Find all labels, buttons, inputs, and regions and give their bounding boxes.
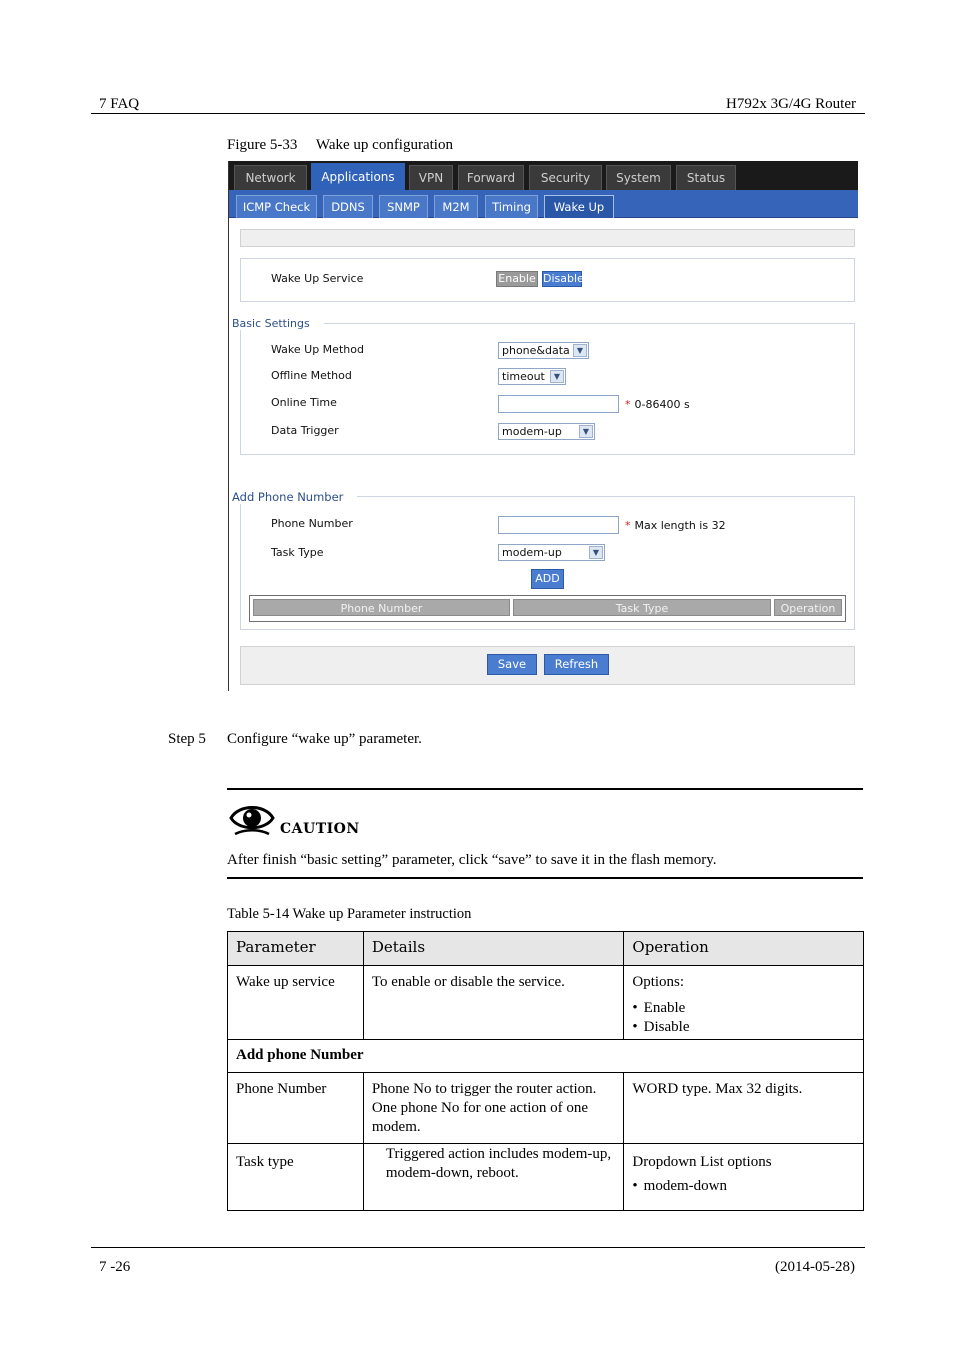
cell-details: Triggered action includes modem-up, modem-down, reboot. [363, 1144, 624, 1211]
required-mark: * [625, 398, 631, 411]
basic-settings-legend: Basic Settings [232, 317, 324, 330]
enable-button[interactable]: Enable [496, 271, 538, 287]
subtab-icmp-check[interactable]: ICMP Check [236, 195, 317, 218]
wake-up-method-label: Wake Up Method [271, 343, 364, 356]
footer-rule [91, 1247, 865, 1248]
table-header-row [228, 932, 864, 966]
data-trigger-value: modem-up [502, 425, 562, 438]
figure-caption: Figure 5-33 Wake up configuration [227, 137, 453, 153]
header-parameter: Parameter [228, 932, 364, 966]
refresh-button[interactable]: Refresh [544, 654, 609, 675]
op-item: • Disable [632, 1018, 855, 1037]
main-nav [229, 161, 858, 190]
parameter-table [227, 931, 864, 1211]
online-time-range: 0-86400 s [634, 398, 690, 411]
header-chapter: 7 FAQ [99, 96, 140, 112]
subtab-ddns[interactable]: DDNS [323, 195, 373, 218]
step-text: Configure “wake up” parameter. [227, 731, 422, 747]
section-row [228, 1040, 864, 1073]
data-trigger-select[interactable] [498, 423, 595, 440]
tab-applications[interactable]: Applications [311, 163, 405, 190]
caution-bottom-rule [227, 877, 863, 879]
cell-operation [624, 1144, 864, 1211]
op-intro: Dropdown List options [632, 1154, 772, 1170]
cell-param: Wake up service [228, 966, 364, 1040]
header-operation: Operation [624, 932, 864, 966]
caution-top-rule [227, 788, 863, 790]
required-mark: * [625, 519, 631, 532]
online-time-hint [625, 398, 690, 411]
task-type-value: modem-up [502, 546, 562, 559]
wake-up-service-label: Wake Up Service [271, 272, 364, 285]
offline-method-value: timeout [502, 370, 545, 383]
op-item: • modem-down [632, 1177, 855, 1196]
data-trigger-label: Data Trigger [271, 424, 339, 437]
cell-details: Phone No to trigger the router action. One phone No for one action of one modem. [363, 1073, 624, 1144]
col-phone-number: Phone Number [253, 599, 510, 616]
phone-table [249, 595, 846, 622]
tab-status[interactable]: Status [676, 165, 736, 190]
tab-network[interactable]: Network [234, 165, 307, 190]
phone-number-hint [625, 519, 726, 532]
chevron-down-icon: ▼ [589, 546, 603, 559]
footer-date: (2014-05-28) [775, 1259, 855, 1275]
op-intro: Options: [632, 974, 685, 990]
cell-operation [624, 966, 864, 1040]
tab-vpn[interactable]: VPN [409, 165, 453, 190]
offline-method-label: Offline Method [271, 369, 352, 382]
caution-text: After finish “basic setting” parameter, click “save” to save it in the flash memory. [227, 852, 717, 868]
subtab-wake-up[interactable]: Wake Up [544, 195, 614, 218]
header-product: H792x 3G/4G Router [726, 96, 856, 112]
disable-button[interactable]: Disable [543, 272, 584, 285]
tab-forward[interactable]: Forward [458, 165, 524, 190]
subtab-timing[interactable]: Timing [485, 195, 538, 218]
phone-number-label: Phone Number [271, 517, 353, 530]
caution-title: CAUTION [280, 821, 360, 837]
table-row [228, 1144, 864, 1211]
offline-method-select[interactable] [498, 368, 566, 385]
add-phone-legend: Add Phone Number [232, 490, 357, 504]
phone-number-input[interactable] [498, 516, 619, 534]
sub-nav [229, 190, 858, 218]
chevron-down-icon: ▼ [550, 370, 564, 383]
header-details: Details [363, 932, 624, 966]
section-title: Add phone Number [228, 1040, 864, 1073]
online-time-label: Online Time [271, 396, 337, 409]
table-row [228, 1073, 864, 1144]
cell-param: Phone Number [228, 1073, 364, 1144]
router-screenshot [228, 161, 858, 691]
subtab-snmp[interactable]: SNMP [379, 195, 428, 218]
wake-up-method-select[interactable] [498, 342, 589, 359]
subtab-m2m[interactable]: M2M [434, 195, 478, 218]
cell-param: Task type [228, 1144, 364, 1211]
page-number: 7 -26 [99, 1259, 131, 1275]
tab-system[interactable]: System [606, 165, 671, 190]
online-time-input[interactable] [498, 395, 619, 413]
task-type-label: Task Type [271, 546, 324, 559]
op-item: • Enable [632, 999, 855, 1018]
phone-number-max: Max length is 32 [634, 519, 726, 532]
title-bar [240, 229, 855, 247]
add-button[interactable]: ADD [531, 569, 564, 589]
header-rule [91, 113, 865, 114]
tab-security[interactable]: Security [529, 165, 602, 190]
chevron-down-icon: ▼ [579, 425, 593, 438]
table-row [228, 966, 864, 1040]
col-task-type: Task Type [513, 599, 771, 616]
wake-up-method-value: phone&data [502, 344, 570, 357]
chevron-down-icon: ▼ [573, 344, 587, 357]
step-label: Step 5 [168, 731, 206, 747]
cell-details: To enable or disable the service. [363, 966, 624, 1040]
col-operation: Operation [774, 599, 842, 616]
eye-icon [229, 800, 275, 838]
cell-operation: WORD type. Max 32 digits. [624, 1073, 864, 1144]
save-button[interactable]: Save [487, 654, 537, 675]
task-type-select[interactable] [498, 544, 605, 561]
table-caption: Table 5-14 Wake up Parameter instruction [227, 906, 472, 922]
